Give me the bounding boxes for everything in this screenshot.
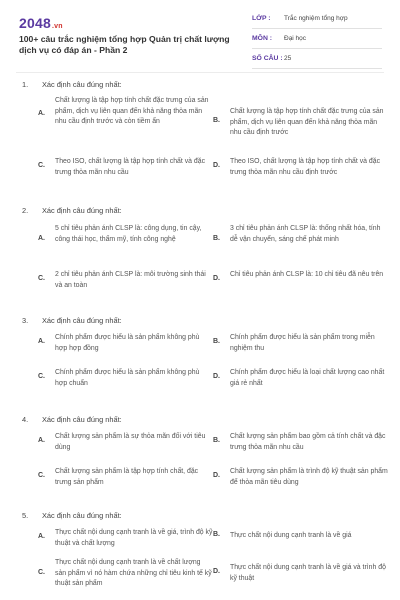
option-a[interactable] [38,528,220,550]
site-logo[interactable] [19,15,63,31]
option-letter: A. [38,338,45,345]
option-text: Thực chất nội dung cạnh tranh là về giá và trình độ kỹ thuật [230,564,386,582]
option-letter: D. [213,275,220,282]
meta-row-count [252,52,382,69]
option-letter: B. [213,235,220,242]
header-divider [16,72,384,73]
option-c[interactable] [38,157,220,179]
meta-value: Đại học [284,35,307,42]
question-prompt [22,415,122,424]
option-text: Chất lượng là tập hợp tính chất đặc trưng của sản phẩm, dịch vụ liên quan đến khả năng thỏa mãn nhu cầu định trước và còn tiềm ẩn [55,97,209,125]
option-text: Thực chất nội dung cạnh tranh là về giá, trình độ kỹ thuật và chất lượng [55,529,213,547]
option-text: 2 chỉ tiêu phản ánh CLSP là: môi trường sinh thái và an toàn [55,271,206,289]
option-a[interactable] [38,432,220,454]
question-text: Xác định câu đúng nhất: [42,206,122,215]
option-letter: D. [213,373,220,380]
option-text: Chất lượng sản phẩm là trình độ kỹ thuật sản phẩm để thỏa mãn tiêu dùng [230,468,388,486]
option-letter: B. [213,437,220,444]
option-a[interactable] [38,96,220,136]
option-letter: B. [213,117,220,124]
logo-text: 2048 [19,15,51,31]
option-letter: C. [38,373,45,380]
option-letter: A. [38,533,45,540]
option-letter: C. [38,162,45,169]
option-letter: B. [213,338,220,345]
option-text: Chất lượng là tập hợp tính chất đặc trưng của sản phẩm, dịch vụ liên quan đến khả năng thỏa mãn nhu cầu định trước [230,108,384,136]
option-text: Chính phẩm được hiểu là sản phẩm không phù hợp hợp đồng [55,334,200,352]
option-b[interactable] [213,531,395,545]
option-c[interactable] [38,270,220,292]
option-letter: D. [213,472,220,479]
question-3 [0,290,400,385]
option-b[interactable] [213,107,395,139]
question-prompt [22,80,122,89]
option-text: Chất lượng sản phẩm là sự thỏa mãn đối với tiêu dùng [55,433,206,451]
question-text: Xác định câu đúng nhất: [42,511,122,520]
question-2 [0,184,400,290]
option-text: Theo ISO, chất lượng là tập hợp tính chất và đặc trưng thỏa mãn nhu cầu định trước [230,158,381,176]
logo-suffix: .vn [51,23,63,30]
meta-label: MÔN : [252,35,273,42]
option-a[interactable] [38,333,220,355]
question-text: Xác định câu đúng nhất: [42,80,122,89]
question-5 [0,481,400,591]
question-prompt [22,316,122,325]
option-text: 3 chỉ tiêu phản ánh CLSP là: thống nhất hóa, tính dễ vận chuyển, sáng chế phát minh [230,225,381,243]
option-letter: A. [38,235,45,242]
option-letter: C. [38,275,45,282]
meta-row-class [252,12,382,29]
question-number: 2. [22,206,29,215]
question-prompt [22,511,122,520]
question-4 [0,385,400,486]
option-letter: D. [213,568,220,575]
meta-label: LỚP : [252,15,271,22]
option-d[interactable] [213,157,395,179]
option-letter: A. [38,110,45,117]
option-letter: A. [38,437,45,444]
question-number: 1. [22,80,29,89]
option-a[interactable] [38,224,220,256]
option-d[interactable] [213,270,395,292]
meta-row-subject [252,32,382,49]
option-letter: C. [38,569,45,576]
question-text: Xác định câu đúng nhất: [42,415,122,424]
question-number: 5. [22,511,29,520]
option-letter: D. [213,162,220,169]
option-b[interactable] [213,432,395,454]
option-b[interactable] [213,224,395,256]
option-text: Chất lượng sản phẩm bao gồm cả tính chất và đặc trưng thỏa mãn nhu cầu [230,433,386,451]
question-1 [0,80,400,184]
option-text: Chính phẩm được hiểu là loại chất lượng cao nhất giá rẻ nhất [230,369,385,387]
question-list [0,80,400,591]
question-prompt [22,206,122,215]
option-text: Chỉ tiêu phản ánh CLSP là: 10 chỉ tiêu đã nêu trên [230,271,384,278]
option-letter: C. [38,472,45,479]
option-d[interactable] [213,563,395,585]
document-title: 100+ câu trắc nghiệm tổng hợp Quản trị chất lượng dịch vụ có đáp án - Phần 2 [19,34,230,55]
option-text: Chính phẩm được hiểu là sản phẩm trong miễn nghiệm thu [230,334,375,352]
option-text: 5 chỉ tiêu phản ánh CLSP là: công dụng, tin cậy, công thái học, thẩm mỹ, tính công nghệ [55,225,202,243]
meta-value: 25 [284,55,292,62]
option-text: Theo ISO, chất lượng là tập hợp tính chất và đặc trưng thỏa mãn nhu cầu [55,158,206,176]
option-text: Thực chất nội dung cạnh tranh là về chất lượng sản phẩm vì nó hàm chứa những chỉ tiêu kinh tế kỹ thuật sản phẩm [55,559,212,587]
option-text: Chất lượng sản phẩm là tập hợp tính chất, đặc trưng sản phẩm [55,468,199,486]
option-c[interactable] [38,558,220,590]
question-text: Xác định câu đúng nhất: [42,316,122,325]
option-letter: B. [213,531,220,538]
question-number: 4. [22,415,29,424]
meta-value: Trắc nghiệm tổng hợp [284,15,348,22]
option-text: Chính phẩm được hiểu là sản phẩm không phù hợp chuẩn [55,369,200,387]
option-b[interactable] [213,333,395,355]
page-header [0,0,400,60]
question-number: 3. [22,316,29,325]
meta-info [252,12,382,72]
option-text: Thực chất nội dung cạnh tranh là về giá [230,532,352,539]
meta-label: SỐ CÂU : [252,55,283,62]
